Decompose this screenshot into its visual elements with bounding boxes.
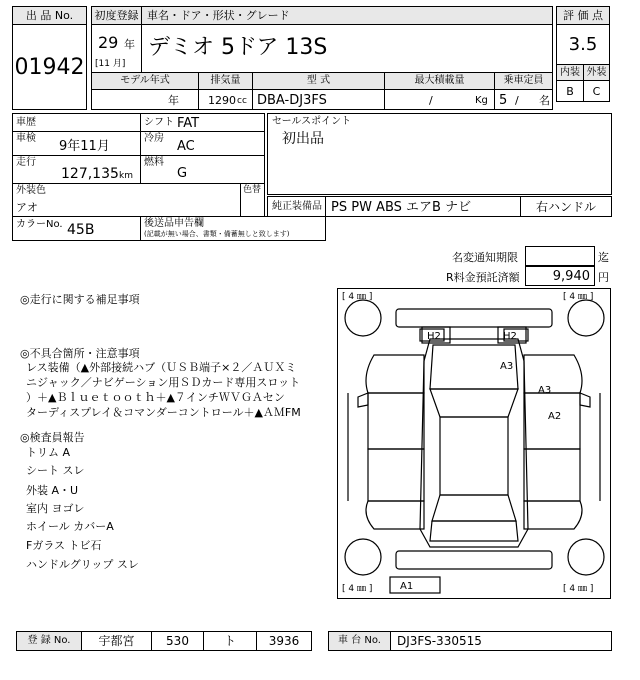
displacement-label: 排気量 bbox=[210, 75, 241, 86]
mileage-value: 127,135 bbox=[61, 166, 119, 182]
mark-a3-hood: A3 bbox=[500, 361, 514, 372]
interior-grade: B bbox=[566, 85, 574, 98]
lot-number: 01942 bbox=[14, 55, 85, 80]
equipment-cell bbox=[325, 196, 521, 217]
right-front-fender bbox=[524, 355, 582, 393]
car-name: デミオ 5ドア 13S bbox=[148, 35, 328, 60]
color-no-label: カラーNo. bbox=[16, 219, 63, 230]
aftermarket-cell bbox=[140, 216, 326, 241]
displacement-cell bbox=[198, 89, 253, 110]
recycle-amount: 9,940 bbox=[552, 269, 590, 284]
mark-a2-door: A2 bbox=[548, 411, 562, 422]
mileage-label: 走行 bbox=[16, 157, 36, 168]
mirror-right bbox=[580, 393, 590, 407]
registration-label: 登 録 No. bbox=[27, 635, 71, 646]
sales-point-cell bbox=[267, 113, 612, 195]
damage-diagram bbox=[337, 288, 611, 599]
driving-heading: ◎走行に関する補足事項 bbox=[20, 293, 140, 306]
mark-a1-rear: A1 bbox=[400, 581, 414, 592]
corner-label-tr: [ 4 ㎜ ] bbox=[563, 292, 594, 302]
model-year-unit: 年 bbox=[168, 94, 179, 107]
left-rear-door bbox=[368, 449, 424, 501]
reg-date-cell bbox=[91, 24, 142, 73]
mark-box-a1 bbox=[390, 577, 440, 593]
type-cell bbox=[252, 89, 385, 110]
wheel-front-left bbox=[345, 300, 381, 336]
inspection-cell bbox=[12, 131, 141, 156]
corner-label-br: [ 4 ㎜ ] bbox=[563, 584, 594, 594]
car-label-cell bbox=[141, 6, 553, 25]
corner-label-bl: [ 4 ㎜ ] bbox=[342, 584, 373, 594]
region-value: 宇都宮 bbox=[98, 634, 135, 648]
class-no-cell bbox=[151, 631, 204, 651]
inspector-line-1: トリム A bbox=[26, 446, 71, 459]
load-unit: Kg bbox=[475, 95, 488, 106]
capacity-label-cell bbox=[494, 72, 553, 90]
reg-month: [11 月] bbox=[95, 59, 126, 69]
ac-label: 冷房 bbox=[144, 133, 164, 144]
lot-label: 出 品 No. bbox=[25, 9, 74, 22]
rear-glass bbox=[432, 495, 516, 521]
chassis-no-value: DJ3FS-330515 bbox=[397, 634, 482, 648]
corner-label-tl: [ 4 ㎜ ] bbox=[342, 292, 373, 302]
defects-heading: ◎不具合箇所・注意事項 bbox=[20, 347, 140, 360]
max-load-label-cell bbox=[384, 72, 495, 90]
registration-label-cell bbox=[16, 631, 82, 651]
exterior-label: 外装 bbox=[586, 67, 607, 78]
shift-value: FAT bbox=[177, 116, 200, 131]
sales-point-label: セールスポイント bbox=[272, 116, 352, 127]
capacity-label: 乗車定員 bbox=[503, 75, 544, 86]
inspector-line-7: ハンドルグリップ スレ bbox=[26, 558, 139, 571]
mileage-cell bbox=[12, 155, 141, 184]
left-front-fender bbox=[366, 355, 424, 393]
wheel-rear-right bbox=[568, 539, 604, 575]
name-change-label: 名変通知期限 bbox=[452, 251, 518, 264]
displacement-label-cell bbox=[198, 72, 253, 90]
inspector-heading: ◎検査員報告 bbox=[20, 431, 85, 444]
capacity-value: 5 bbox=[499, 93, 508, 108]
chassis-label-cell bbox=[328, 631, 391, 651]
chassis-no-cell bbox=[390, 631, 612, 651]
fuel-cell bbox=[140, 155, 265, 184]
model-year-cell bbox=[91, 89, 199, 110]
displacement-unit: cc bbox=[237, 96, 247, 106]
recycle-label: R料金預託済額 bbox=[446, 271, 520, 284]
reg-label: 初度登録 bbox=[94, 9, 139, 22]
displacement-value: 1290 bbox=[208, 94, 236, 107]
history-label: 車歴 bbox=[16, 117, 36, 128]
windshield bbox=[430, 389, 518, 417]
sales-point-value: 初出品 bbox=[282, 131, 324, 147]
hatch bbox=[430, 521, 518, 541]
name-change-unit: 迄 bbox=[598, 251, 609, 264]
exterior-color-label: 外装色 bbox=[16, 185, 46, 196]
type-code: DBA-DJ3FS bbox=[257, 93, 327, 108]
inspection-value: 9年11月 bbox=[59, 139, 110, 154]
car-name-cell bbox=[141, 24, 553, 73]
exterior-grade: C bbox=[592, 85, 601, 98]
score-cell bbox=[556, 24, 610, 65]
defects-line-4: ターディスプレイ＆コマンダーコントロール＋▲ＡＭFM bbox=[26, 406, 301, 419]
kana-cell bbox=[203, 631, 257, 651]
recycle-value-box bbox=[525, 266, 595, 286]
score-value: 3.5 bbox=[568, 34, 598, 55]
fuel-value: G bbox=[177, 166, 188, 181]
shift-cell bbox=[140, 113, 265, 132]
front-bumper bbox=[396, 309, 552, 327]
defects-line-3: ）＋▲Ｂｌｕｅｔｏｏｔｈ＋▲７インチＷＶＧＡセン bbox=[26, 391, 285, 404]
exterior-grade-cell bbox=[583, 80, 610, 102]
ac-cell bbox=[140, 131, 265, 156]
model-year-label: モデル年式 bbox=[120, 75, 170, 86]
type-label-cell bbox=[252, 72, 385, 90]
inspector-line-4: 室内 ヨゴレ bbox=[26, 502, 85, 515]
capacity-slash: / bbox=[515, 94, 519, 107]
score-label-cell bbox=[556, 6, 610, 25]
chassis-label: 車 台 No. bbox=[338, 635, 381, 646]
name-change-value-box bbox=[525, 246, 595, 266]
roof bbox=[440, 417, 508, 495]
color-change-label: 色替 bbox=[243, 185, 262, 195]
equipment-label: 純正装備品 bbox=[272, 201, 322, 212]
reg-year: 29 bbox=[98, 33, 119, 52]
exterior-color-cell bbox=[12, 183, 241, 217]
left-rear-quarter bbox=[366, 501, 424, 529]
wheel-rear-left bbox=[345, 539, 381, 575]
inspector-line-3: 外装 A・U bbox=[26, 484, 79, 497]
color-no-value: 45B bbox=[67, 222, 95, 238]
equipment-value: PS PW ABS エアB ナビ bbox=[331, 200, 472, 215]
type-label: 型 式 bbox=[306, 75, 331, 86]
right-rear-door bbox=[524, 449, 580, 501]
wheel-front-right bbox=[568, 300, 604, 336]
max-load-cell bbox=[384, 89, 495, 110]
lot-label-cell bbox=[12, 6, 87, 25]
interior-grade-cell bbox=[556, 80, 584, 102]
steering-cell bbox=[520, 196, 612, 217]
reg-label-cell bbox=[91, 6, 142, 25]
defects-line-1: レス装備（▲外部接続ハブ（ＵＳＢ端子×２／ＡＵＸミ bbox=[26, 361, 297, 374]
year-unit: 年 bbox=[124, 38, 135, 51]
capacity-cell bbox=[494, 89, 553, 110]
model-year-label-cell bbox=[91, 72, 199, 90]
history-cell bbox=[12, 113, 141, 132]
steering-value: 右ハンドル bbox=[535, 200, 596, 214]
interior-label-cell bbox=[556, 64, 584, 81]
plate-no-cell bbox=[256, 631, 312, 651]
interior-label: 内装 bbox=[560, 67, 580, 78]
shift-label: シフト bbox=[144, 117, 174, 128]
recycle-unit: 円 bbox=[598, 271, 609, 284]
color-change-cell bbox=[240, 183, 265, 217]
mark-a3-fender: A3 bbox=[538, 385, 552, 396]
kana-value: ト bbox=[223, 634, 236, 648]
score-label: 評 価 点 bbox=[563, 9, 603, 22]
aftermarket-note: (記載が無い場合、書類・備蓄無しと致します) bbox=[144, 230, 290, 238]
max-load-label: 最大積載量 bbox=[414, 75, 465, 86]
equipment-label-cell bbox=[267, 196, 326, 217]
aftermarket-label: 後送品申告欄 bbox=[144, 218, 204, 229]
left-front-door bbox=[368, 393, 424, 449]
car-diagram-svg bbox=[338, 289, 610, 598]
plate-no-value: 3936 bbox=[268, 634, 300, 648]
exterior-color-value: アオ bbox=[16, 201, 38, 214]
region-cell bbox=[81, 631, 152, 651]
rear-bumper bbox=[396, 551, 552, 569]
right-rear-quarter bbox=[524, 501, 582, 529]
ac-value: AC bbox=[177, 139, 195, 154]
inspector-line-5: ホイール カバーA bbox=[26, 520, 114, 533]
color-no-cell bbox=[12, 216, 141, 241]
mirror-left bbox=[358, 393, 368, 407]
inspector-line-6: Fガラス トビ石 bbox=[26, 539, 102, 552]
mark-h2-left: H2 bbox=[427, 331, 441, 342]
inspector-line-2: シート スレ bbox=[26, 464, 85, 477]
mileage-unit: km bbox=[119, 171, 133, 181]
car-label: 車名・ドア・形状・グレード bbox=[147, 9, 290, 22]
defects-line-2: ニジャック／ナビゲーション用ＳＤカード専用スロット bbox=[26, 376, 301, 389]
capacity-unit: 名 bbox=[539, 94, 550, 107]
fuel-label: 燃料 bbox=[144, 157, 164, 168]
exterior-label-cell bbox=[583, 64, 610, 81]
lot-number-cell bbox=[12, 24, 87, 110]
inspection-label: 車検 bbox=[16, 133, 36, 144]
class-no-value: 530 bbox=[166, 634, 189, 648]
load-slash: / bbox=[429, 94, 433, 107]
mark-h2-right: H2 bbox=[503, 331, 517, 342]
